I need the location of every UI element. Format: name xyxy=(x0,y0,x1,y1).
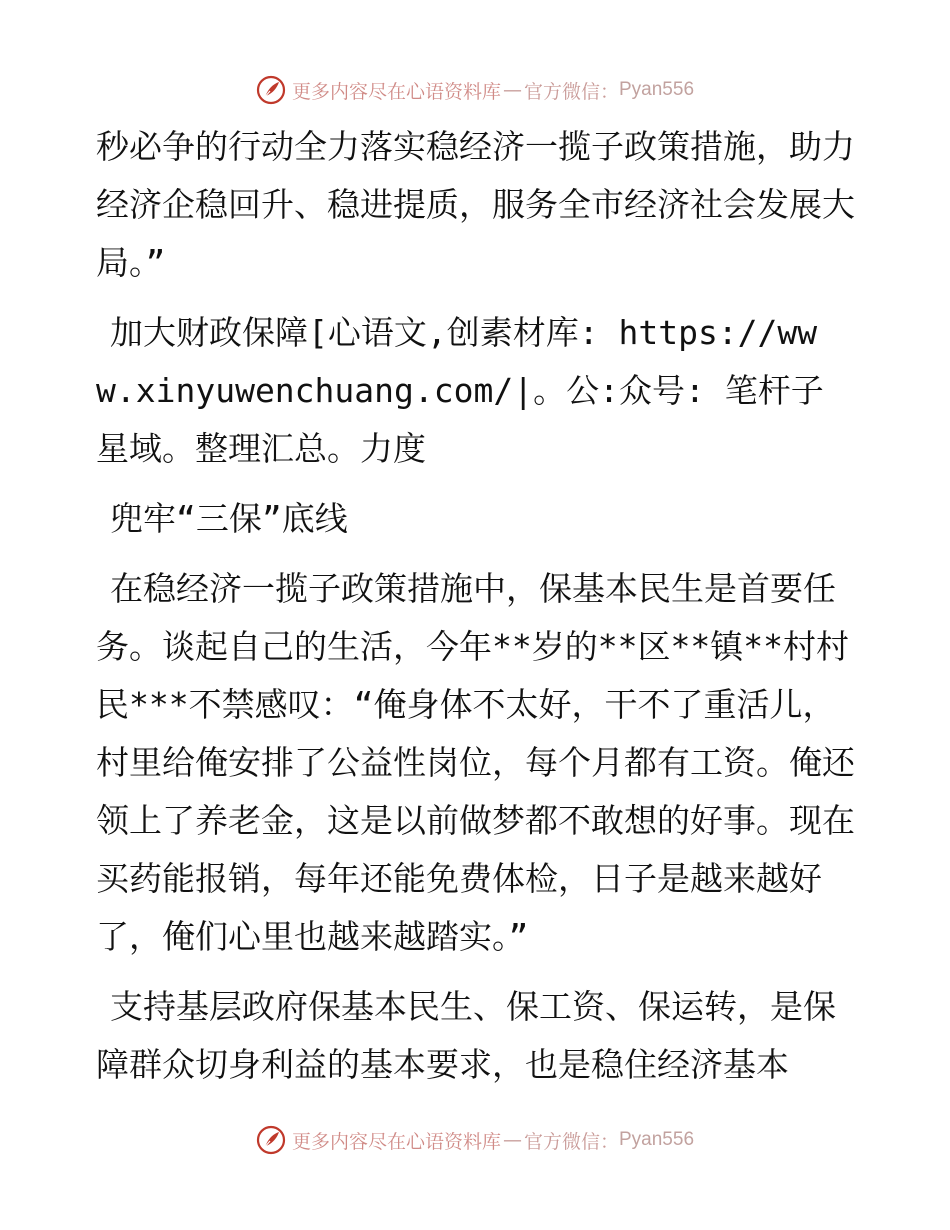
paragraph-1: 秒必争的行动全力落实稳经济一揽子政策措施，助力经济企稳回升、稳进提质，服务全市经济社会发展大局。” xyxy=(96,127,855,282)
watermark-wechat-id: Pyan556 xyxy=(619,1129,695,1150)
watermark-wechat-label: 官方微信： xyxy=(523,1130,619,1153)
watermark-separator: — xyxy=(502,1129,522,1151)
watermark-text: 更多内容尽在心语资料库 xyxy=(291,1130,501,1153)
watermark-separator: — xyxy=(502,79,522,101)
watermark-wechat-label: 官方微信： xyxy=(523,80,619,103)
watermark-text: 更多内容尽在心语资料库 xyxy=(291,80,501,103)
paragraph-4: 支持基层政府保基本民生、保工资、保运转，是保障群众切身利益的基本要求，也是稳住经济基本 xyxy=(96,987,836,1084)
feather-pen-logo-icon xyxy=(256,75,286,105)
paragraph-3: 在稳经济一揽子政策措施中，保基本民生是首要任务。谈起自己的生活，今年**岁的**区**镇**村村民***不禁感叹：“俺身体不太好，干不了重活儿，村里给俺安排了公益性岗位，每个月都有工资。俺还领上了养老金，这是以前做梦都不敢想的好事。现在买药能报销，每年还能免费体检，日子是越来越好了，俺们心里也越来越踏实。” xyxy=(96,569,855,956)
feather-pen-logo-icon xyxy=(256,1125,286,1155)
header-watermark xyxy=(0,70,950,110)
watermark-wechat-id: Pyan556 xyxy=(619,79,695,100)
footer-watermark xyxy=(0,1120,950,1160)
section-heading: 兜牢“三保”底线 xyxy=(110,499,348,538)
paragraph-2: 加大财政保障[心语文,创素材库: https://www.xinyuwenchuang.com/|。公:众号: 笔杆子星域。整理汇总。力度 xyxy=(96,313,824,468)
document-body xyxy=(96,118,856,1106)
